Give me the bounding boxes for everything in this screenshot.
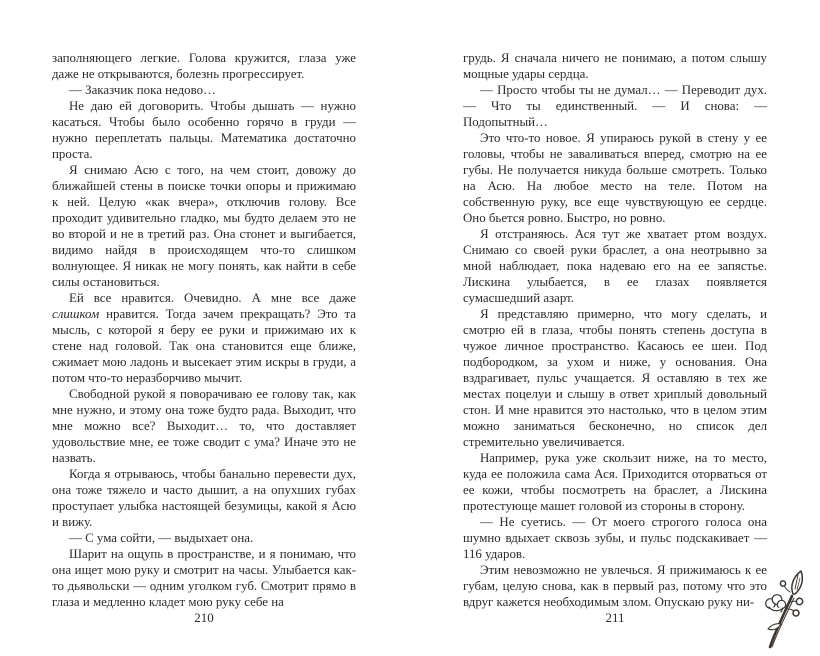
paragraph [52,386,356,466]
paragraph [463,306,767,450]
text-run: Не даю ей договорить. Чтобы дышать — нужно касаться. Чтобы было особенно горячо в груди — нужно переплетать пальцы. Математика достаточно проста. [52,99,356,161]
text-run: Я представляю примерно, что могу сделать, и смотрю ей в глаза, чтобы понять степень доступа в чужое личное пространство. Касаюсь ее шеи. Под подбородком, за ухом и ниже, у основания. Она вздрагивает, пульс учащается. Я оставляю в тех же местах поцелуи и слышу в ответ хриплый довольный стон. И мне нравится это настолько, что в целом этим можно заниматься бесконечно, но список дел стремительно увеличивается. [463,307,767,449]
flower-sprig-icon [757,568,817,654]
paragraph [52,290,356,386]
paragraph [463,130,767,226]
text-run: Я снимаю Асю с того, на чем стоит, довожу до ближайшей стены в поиске точки опоры и прижимаю к ней. Целую «как вчера», отключив голову. Все проходит удивительно гладко, мы будто делаем это не во второй и не в третий раз. Она стонет и выгибается, видимо найдя в происходящем что-то слишком волнующее. Я никак не могу понять, как найти в себе силы остановиться. [52,163,356,289]
text-run: — Просто чтобы ты не думал… — Переводит дух. — Что ты единственный. — И снова: — Подопытный… [463,83,767,129]
text-run: — Не суетись. — От моего строгого голоса она шумно вдыхает сквозь зубы, и пульс подскакивает — 116 ударов. [463,515,767,561]
page-text-right [463,50,767,610]
paragraph [463,226,767,306]
italic-text-run: слишком [52,307,100,321]
paragraph [463,50,767,82]
paragraph [52,530,356,546]
page-number-left: 210 [194,610,214,625]
text-run: Это что-то новое. Я упираюсь рукой в стену у ее головы, чтобы не заваливаться вперед, смотрю на ее губы. Не получается никуда больше смотреть. Только на Асю. На любое место на теле. Потом на собственную руку, все еще чувствующую ее сердце. Оно бьется ровно. Быстро, но ровно. [463,131,767,225]
text-run: Я отстраняюсь. Ася тут же хватает ртом воздух. Снимаю со своей руки браслет, а она неотрывно за мной наблюдает, пока надеваю его на ее запястье. Лискина улыбается, в ее глазах появляется сумасшедший азарт. [463,227,767,305]
text-run: заполняющего легкие. Голова кружится, глаза уже даже не открываются, болезнь прогрессирует. [52,51,356,81]
text-run: Ей все нравится. Очевидно. А мне все даже [69,291,356,305]
paragraph [463,562,767,610]
paragraph [463,450,767,514]
paragraph [52,98,356,162]
text-run: — С ума сойти, — выдыхает она. [69,531,254,545]
text-run: — Заказчик пока недово… [69,83,216,97]
paragraph [52,546,356,610]
text-run: нравится. Тогда зачем прекращать? Это та мысль, с которой я беру ее руки и прижимаю их к стене над головой. Так она становится еще ближе, сжимает мою ладонь и высекает этим искры в груди, а потом что-то неразборчиво мычит. [52,307,356,385]
text-run: Этим невозможно не увлечься. Я прижимаюсь к ее губам, целую снова, как в первый раз, потому что это вдруг кажется необходимым злом. Опускаю руку ни- [463,563,767,609]
paragraph [52,82,356,98]
text-run: Свободной рукой я поворачиваю ее голову так, как мне нужно, и этому она тоже будто рада. Выходит, что мне можно все? Выходит… то, что доставляет удовольствие мне, ее тоже сводит с ума? Иначе это не назвать. [52,387,356,465]
text-run: Шарит на ощупь в пространстве, и я понимаю, что она ищет мою руку и смотрит на часы. Улыбается как-то дьявольски — одним уголком губ. Смотрит прямо в глаза и медленно кладет мою руку себе на [52,547,356,609]
paragraph [52,466,356,530]
paragraph [463,514,767,562]
paragraph [52,162,356,290]
text-run: грудь. Я сначала ничего не понимаю, а потом слышу мощные удары сердца. [463,51,767,81]
text-run: Когда я отрываюсь, чтобы банально перевести дух, она тоже тяжело и часто дышит, а на опухших губах проступает улыбка настоящей безумицы, какой я Асю и вижу. [52,467,356,529]
paragraph [52,50,356,82]
paragraph [463,82,767,130]
page-text-left [52,50,356,610]
page-number-right: 211 [605,610,625,625]
text-run: Например, рука уже скользит ниже, на то место, куда ее положила сама Ася. Приходится оторваться от ее кожи, чтобы посмотреть на браслет, а Лискина протестующе машет головой из стороны в сторону. [463,451,767,513]
